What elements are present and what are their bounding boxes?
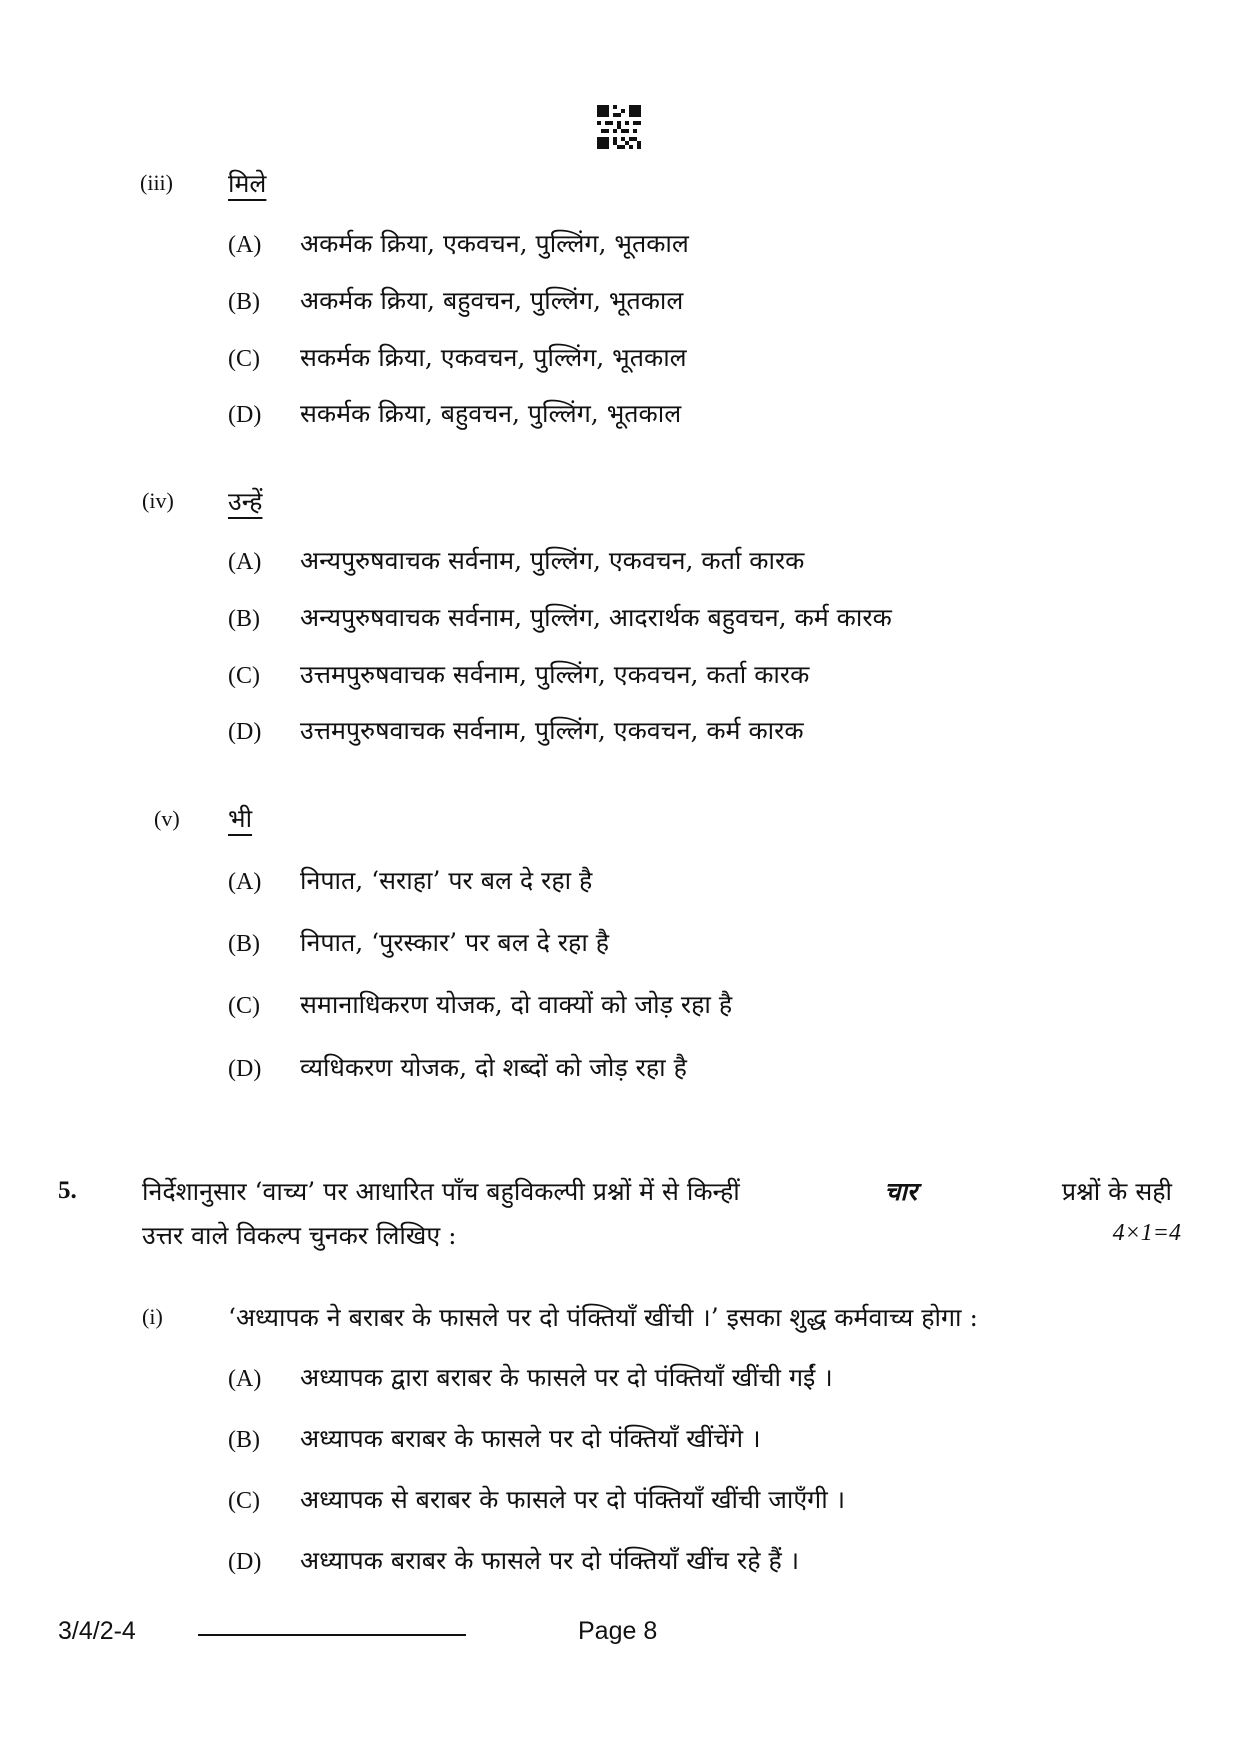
option-text: अध्यापक बराबर के फासले पर दो पंक्तियाँ खींच रहे हैं । [300,1546,800,1575]
option-row [228,1543,799,1577]
qr-code [597,105,641,149]
sub-question-label: (iii) [140,170,173,195]
question-text-post: प्रश्नों के सही [1061,1177,1172,1206]
option-text: उत्तमपुरुषवाचक सर्वनाम, पुल्लिंग, एकवचन, कर्म कारक [300,716,804,745]
option-row [228,863,592,897]
option-text: अकर्मक क्रिया, बहुवचन, पुल्लिंग, भूतकाल [300,286,684,315]
option-label: (C) [228,993,260,1019]
option-label: (D) [228,1056,262,1082]
option-text: निपात, ‘पुरस्कार’ पर बल दे रहा है [300,928,610,957]
sub-question-text: ‘अध्यापक ने बराबर के फासले पर दो पंक्तियाँ खींची ।’ इसका शुद्ध कर्मवाच्य होगा : [228,1303,978,1332]
option-row [228,657,809,691]
option-label: (B) [228,606,260,632]
option-text: अध्यापक से बराबर के फासले पर दो पंक्तियाँ खींची जाएँगी । [300,1485,846,1514]
question-emphasis: चार [884,1177,918,1206]
question-text-line1 [142,1174,1172,1208]
option-row [228,1050,687,1084]
option-label: (D) [228,1549,262,1575]
option-label: (A) [228,869,262,895]
option-text: समानाधिकरण योजक, दो वाक्यों को जोड़ रहा है [300,990,733,1019]
option-row [228,987,732,1021]
option-text: अन्यपुरुषवाचक सर्वनाम, पुल्लिंग, एकवचन, कर्ता कारक [300,546,805,575]
option-text: व्यधिकरण योजक, दो शब्दों को जोड़ रहा है [300,1053,687,1082]
sub-question-label: (i) [142,1304,163,1329]
option-label: (C) [228,663,260,689]
option-label: (C) [228,1488,260,1514]
option-text: उत्तमपुरुषवाचक सर्वनाम, पुल्लिंग, एकवचन, कर्ता कारक [300,660,810,689]
sub-question-word: भी [228,804,253,833]
option-label: (D) [228,719,262,745]
option-text: अन्यपुरुषवाचक सर्वनाम, पुल्लिंग, आदरार्थक बहुवचन, कर्म कारक [300,603,892,632]
sub-question-word: उन्हें [228,487,263,516]
option-row [228,340,687,374]
question-text-pre: निर्देशानुसार ‘वाच्य’ पर आधारित पाँच बहुविकल्पी प्रश्नों में से किन्हीं [142,1177,740,1206]
option-text: सकर्मक क्रिया, एकवचन, पुल्लिंग, भूतकाल [300,343,687,372]
option-label: (A) [228,232,262,258]
option-row [228,396,681,430]
page-number: Page 8 [578,1617,658,1645]
sub-question-label: (iv) [142,488,174,513]
option-row [228,1360,833,1394]
option-row [228,283,683,317]
option-label: (A) [228,549,262,575]
option-label: (B) [228,289,260,315]
option-text: अध्यापक द्वारा बराबर के फासले पर दो पंक्तियाँ खींची गईं । [300,1363,833,1392]
sub-question-label: (v) [154,806,180,831]
option-row [228,226,689,260]
paper-code: 3/4/2-4 [58,1617,136,1645]
option-text: अकर्मक क्रिया, एकवचन, पुल्लिंग, भूतकाल [300,229,689,258]
option-row [228,543,804,577]
sub-question-word: मिले [228,169,267,198]
option-label: (C) [228,346,260,372]
option-row [228,925,609,959]
option-label: (B) [228,931,260,957]
option-text: निपात, ‘सराहा’ पर बल दे रहा है [300,866,593,895]
option-row [228,1482,845,1516]
marks: 4×1=4 [1112,1220,1181,1246]
option-text: सकर्मक क्रिया, बहुवचन, पुल्लिंग, भूतकाल [300,399,682,428]
option-label: (B) [228,1427,260,1453]
option-row [228,1421,761,1455]
option-row [228,713,804,747]
option-label: (D) [228,402,262,428]
option-label: (A) [228,1366,262,1392]
option-text: अध्यापक बराबर के फासले पर दो पंक्तियाँ खींचेंगे । [300,1424,761,1453]
question-number: 5. [58,1177,77,1204]
question-text-line2: उत्तर वाले विकल्प चुनकर लिखिए : [142,1221,457,1250]
footer-divider [198,1634,466,1636]
option-row [228,600,892,634]
